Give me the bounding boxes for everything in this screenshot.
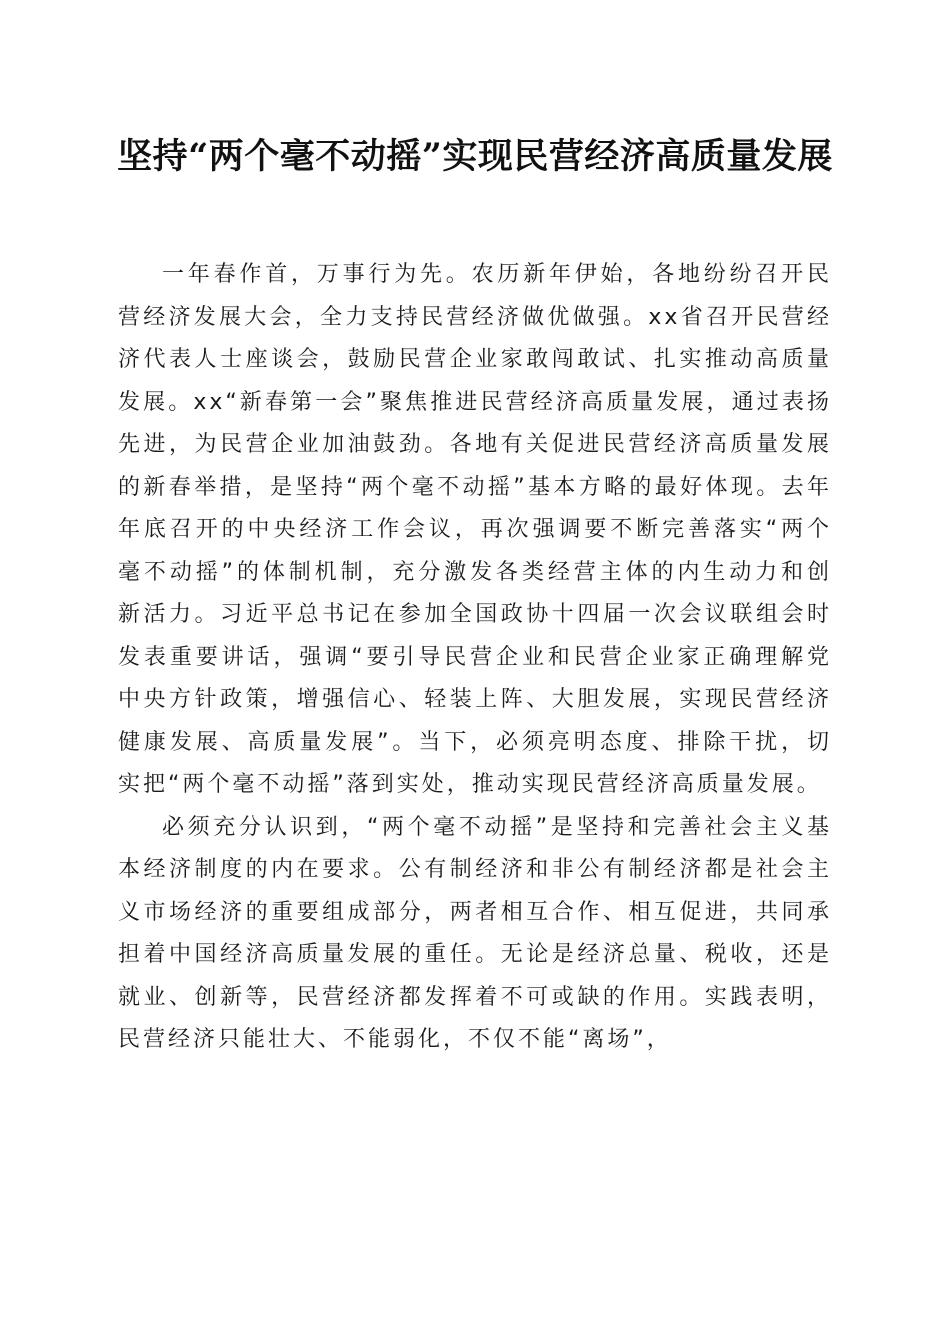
document-body [118,254,832,1062]
paragraph: 必须充分认识到，“两个毫不动摇”是坚持和完善社会主义基本经济制度的内在要求。公有制经济和非公有制经济都是社会主义市场经济的重要组成部分，两者相互合作、相互促进，共同承担着中国经济高质量发展的重任。无论是经济总量、税收，还是就业、创新等，民营经济都发挥着不可或缺的作用。实践表明，民营经济只能壮大、不能弱化，不仅不能“离场”， [118,814,832,1052]
paragraph: 一年春作首，万事行为先。农历新年伊始，各地纷纷召开民营经济发展大会，全力支持民营经济做优做强。xx省召开民营经济代表人士座谈会，鼓励民营企业家敢闯敢试、扎实推动高质量发展。xx“新春第一会”聚焦推进民营经济高质量发展，通过表扬先进，为民营企业加油鼓劲。各地有关促进民营经济高质量发展的新春举措，是坚持“两个毫不动摇”基本方略的最好体现。去年年底召开的中央经济工作会议，再次强调要不断完善落实“两个毫不动摇”的体制机制，充分激发各类经营主体的内生动力和创新活力。习近平总书记在参加全国政协十四届一次会议联组会时发表重要讲话，强调“要引导民营企业和民营企业家正确理解党中央方针政策，增强信心、轻装上阵、大胆发展，实现民营经济健康发展、高质量发展”。当下，必须亮明态度、排除干扰，切实把“两个毫不动摇”落到实处，推动实现民营经济高质量发展。 [118,262,832,797]
document-title: 坚持“两个毫不动摇”实现民营经济高质量发展 [117,136,833,177]
